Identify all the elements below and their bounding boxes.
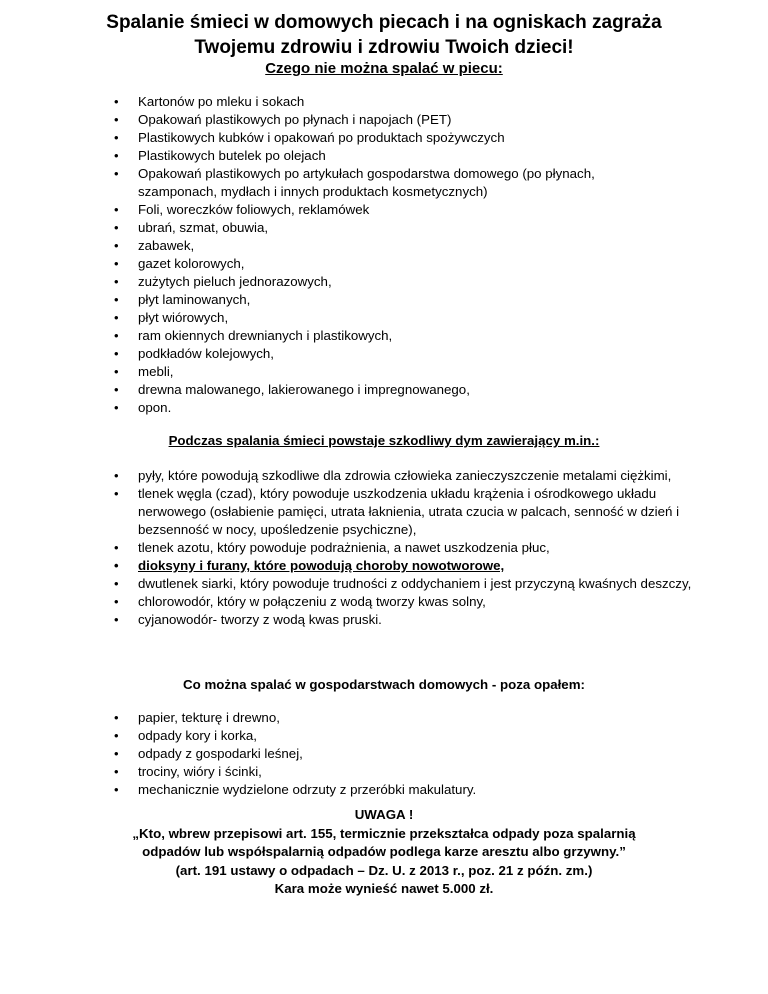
- list-item: • Plastikowych butelek po olejach: [114, 148, 326, 163]
- list-item: • odpady kory i korka,: [114, 728, 257, 743]
- bullet-icon: •: [114, 764, 119, 779]
- bullet-icon: •: [114, 220, 119, 235]
- warning-title: UWAGA !: [354, 807, 414, 822]
- list-item: • odpady z gospodarki leśnej,: [114, 746, 303, 761]
- list-item: • Kartonów po mleku i sokach: [114, 94, 305, 109]
- list-item: • zużytych pieluch jednorazowych,: [114, 274, 332, 289]
- list-item: • gazet kolorowych,: [114, 256, 245, 271]
- list-item: • podkładów kolejowych,: [114, 346, 275, 361]
- smoke-components-list: [114, 467, 694, 629]
- bullet-icon: •: [114, 364, 119, 379]
- list-item: • pyły, które powodują szkodliwe dla zdrowia człowieka zanieczyszczenie metalami ciężkimi,: [114, 468, 672, 483]
- bullet-icon: •: [114, 400, 119, 415]
- list-item: • płyt wiórowych,: [114, 310, 229, 325]
- bullet-icon: •: [114, 746, 119, 761]
- bullet-icon: •: [114, 166, 119, 181]
- bullet-icon: •: [114, 130, 119, 145]
- list-item: • drewna malowanego, lakierowanego i impregnowanego,: [114, 382, 470, 397]
- bullet-icon: •: [114, 238, 119, 253]
- list-item: • mechanicznie wydzielone odrzuty z przeróbki makulatury.: [114, 782, 477, 797]
- list-item: • trociny, wióry i ścinki,: [114, 764, 262, 779]
- bullet-icon: •: [114, 594, 119, 609]
- bullet-icon: •: [114, 558, 119, 573]
- list-item: • opon.: [114, 400, 172, 415]
- bullet-icon: •: [114, 112, 119, 127]
- list-item: • tlenek węgla (czad), który powoduje uszkodzenia układu krążenia i ośrodkowego układu nerwowego (osłabienie pamięci, utrata łaknienia, utrata czucia w palcach, senność w dzień i bezsenność w nocy, upośledzenie psychiczne),: [114, 486, 680, 537]
- warning-line-2: odpadów lub współspalarnią odpadów podlega karze aresztu albo grzywny.”: [142, 844, 626, 859]
- allowed-items-list: [114, 709, 674, 799]
- page-title: [40, 10, 728, 60]
- list-item: • ubrań, szmat, obuwia,: [114, 220, 269, 235]
- bullet-icon: •: [114, 292, 119, 307]
- list-item: • Plastikowych kubków i opakowań po produktach spożywczych: [114, 130, 505, 145]
- bullet-icon: •: [114, 256, 119, 271]
- smoke-heading: Podczas spalania śmieci powstaje szkodliwy dym zawierający m.in.:: [168, 433, 600, 448]
- list-item: • mebli,: [114, 364, 174, 379]
- list-item: • tlenek azotu, który powoduje podrażnienia, a nawet uszkodzenia płuc,: [114, 540, 550, 555]
- list-item: • Opakowań plastikowych po artykułach gospodarstwa domowego (po płynach, szamponach, mydłach i innych produktach kosmetycznych): [114, 166, 595, 199]
- forbidden-heading: Czego nie można spalać w piecu:: [265, 60, 503, 77]
- bullet-icon: •: [114, 310, 119, 325]
- warning-line-3: (art. 191 ustawy o odpadach – Dz. U. z 2013 r., poz. 21 z późn. zm.): [175, 862, 593, 878]
- list-item: • płyt laminowanych,: [114, 292, 251, 307]
- bullet-icon: •: [114, 148, 119, 163]
- bullet-icon: •: [114, 728, 119, 743]
- list-item: • Foli, woreczków foliowych, reklamówek: [114, 202, 370, 217]
- list-item: • papier, tekturę i drewno,: [114, 710, 280, 725]
- bullet-icon: •: [114, 612, 119, 627]
- warning-line-1: „Kto, wbrew przepisowi art. 155, termicznie przekształca odpady poza spalarnią: [132, 825, 636, 841]
- bullet-icon: •: [114, 468, 119, 483]
- bullet-icon: •: [114, 710, 119, 725]
- bullet-icon: •: [114, 540, 119, 555]
- title-line-1: Spalanie śmieci w domowych piecach i na ogniskach zagraża: [106, 12, 662, 33]
- list-item: • Opakowań plastikowych po płynach i napojach (PET): [114, 112, 452, 127]
- bullet-icon: •: [114, 202, 119, 217]
- bullet-icon: •: [114, 94, 119, 109]
- list-item: • chlorowodór, który w połączeniu z wodą tworzy kwas solny,: [114, 594, 486, 609]
- bullet-icon: •: [114, 382, 119, 397]
- bullet-icon: •: [114, 346, 119, 361]
- list-item: • dwutlenek siarki, który powoduje trudności z oddychaniem i jest przyczyną kwaśnych deszczy,: [114, 576, 692, 591]
- bullet-icon: •: [114, 274, 119, 289]
- title-line-2: Twojemu zdrowiu i zdrowiu Twoich dzieci!: [194, 37, 574, 58]
- warning-line-4: Kara może wynieść nawet 5.000 zł.: [274, 881, 494, 896]
- bullet-icon: •: [114, 782, 119, 797]
- forbidden-items-list: [114, 93, 674, 417]
- allowed-heading: Co można spalać w gospodarstwach domowych - poza opałem:: [183, 677, 585, 692]
- bullet-icon: •: [114, 576, 119, 591]
- list-item: • ram okiennych drewnianych i plastikowych,: [114, 328, 393, 343]
- list-item: • cyjanowodór- tworzy z wodą kwas pruski.: [114, 612, 382, 627]
- list-item: • zabawek,: [114, 238, 195, 253]
- bullet-icon: •: [114, 486, 119, 501]
- bullet-icon: •: [114, 328, 119, 343]
- list-item-emphasized: • dioksyny i furany, które powodują choroby nowotworowe,: [114, 558, 505, 573]
- warning-block: [40, 806, 728, 899]
